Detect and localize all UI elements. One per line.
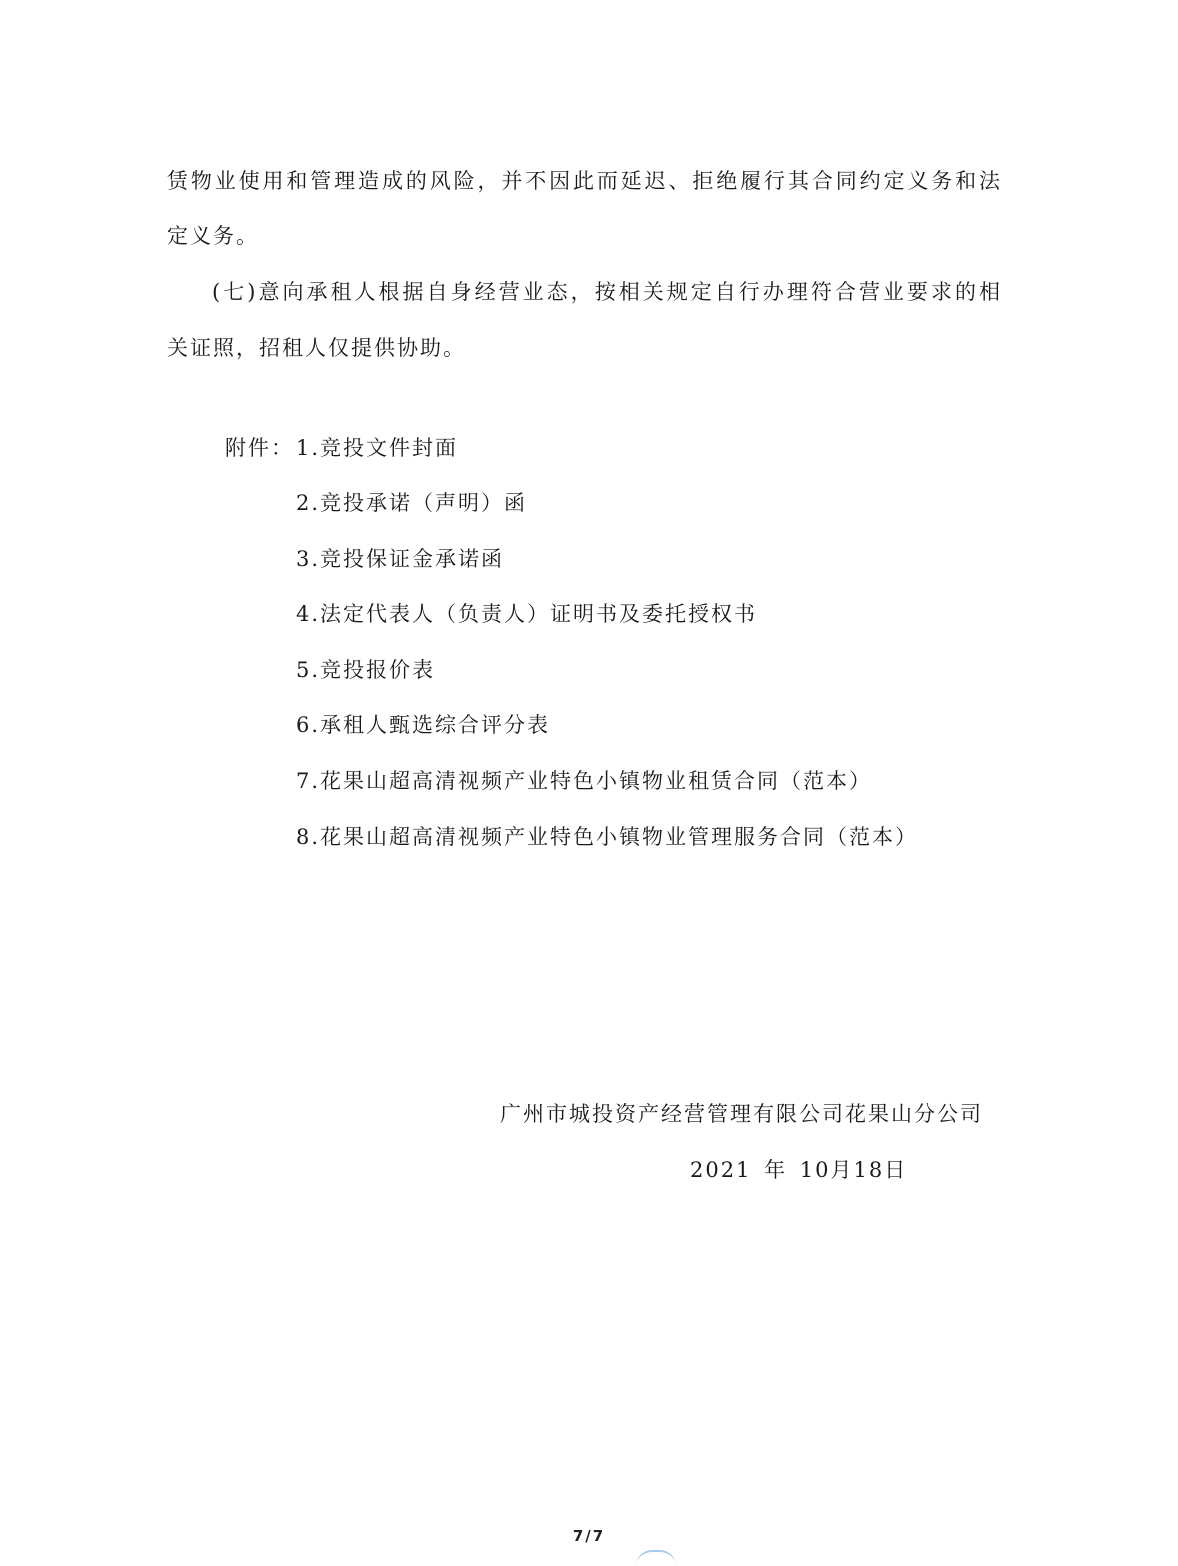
body-line-2: 定义务。 [167, 224, 259, 248]
attachment-item-7: 7.花果山超高清视频产业特色小镇物业租赁合同（范本） [296, 769, 873, 793]
body-line-1: 赁物业使用和管理造成的风险，并不因此而延迟、拒绝履行其合同约定义务和法 [167, 169, 1000, 193]
attachments-label: 附件： [225, 436, 294, 460]
attachment-item-5: 5.竞投报价表 [296, 658, 436, 682]
body-line-3: (七)意向承租人根据自身经营业态，按相关规定自行办理符合营业要求的相 [212, 280, 1000, 304]
attachment-item-6: 6.承租人甄选综合评分表 [296, 713, 551, 737]
attachment-item-4: 4.法定代表人（负责人）证明书及委托授权书 [296, 602, 758, 626]
attachment-item-1: 1.竞投文件封面 [296, 436, 459, 460]
attachment-item-2: 2.竞投承诺（声明）函 [296, 491, 528, 515]
attachment-item-3: 3.竞投保证金承诺函 [296, 547, 505, 571]
signature-organization: 广州市城投资产经营管理有限公司花果山分公司 [500, 1102, 983, 1126]
signature-date: 2021 年 10月18日 [690, 1158, 908, 1182]
scroll-indicator-icon [636, 1550, 676, 1566]
body-line-4: 关证照，招租人仅提供协助。 [167, 336, 466, 360]
page-number: 7/7 [572, 1527, 606, 1545]
attachment-item-8: 8.花果山超高清视频产业特色小镇物业管理服务合同（范本） [296, 825, 919, 849]
